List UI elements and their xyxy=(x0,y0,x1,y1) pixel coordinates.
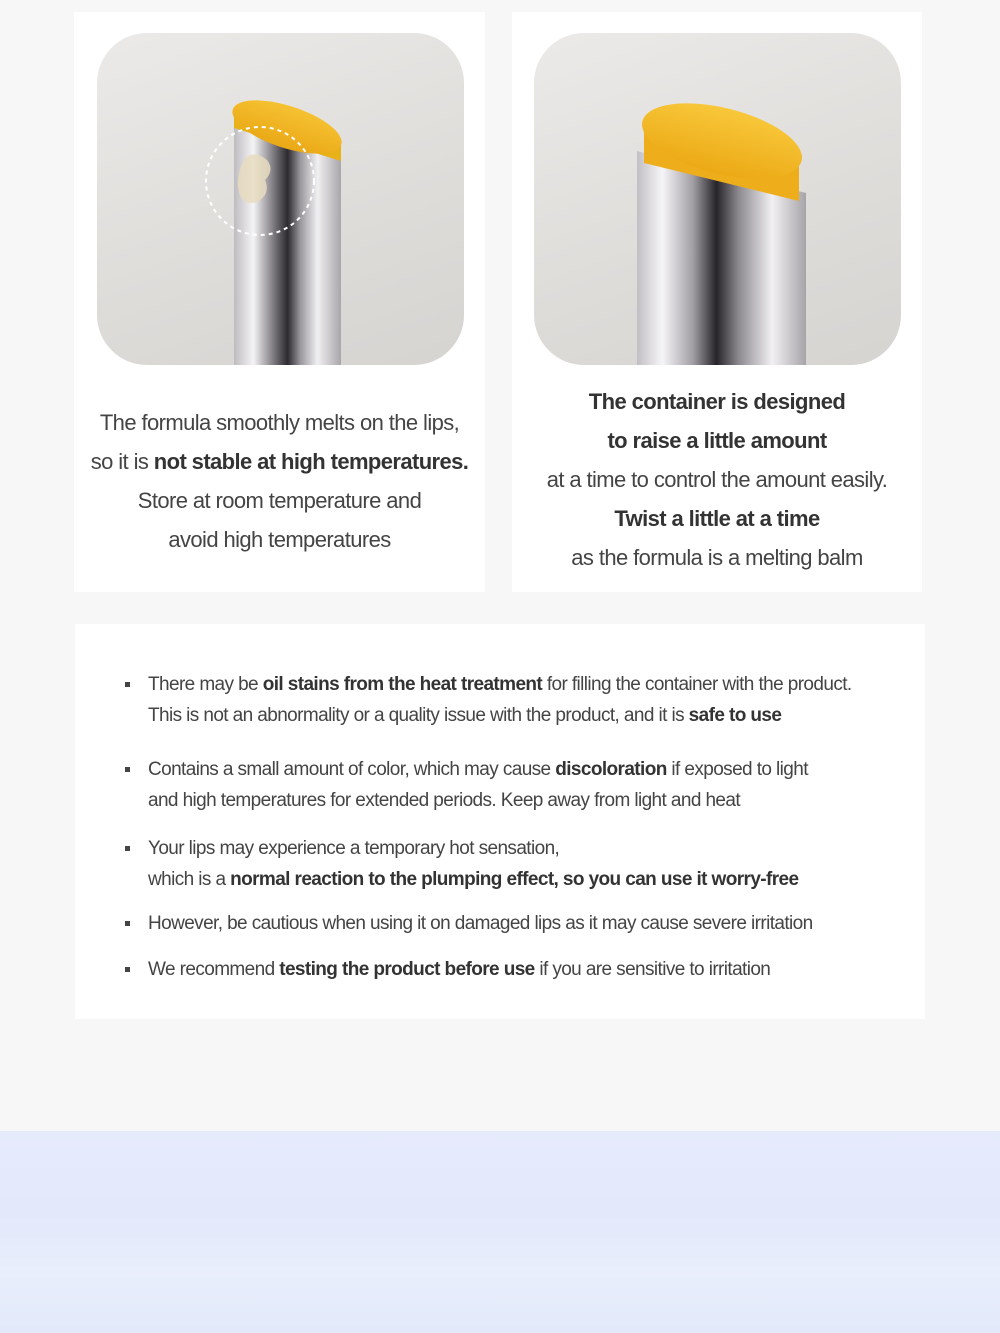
bullet-icon xyxy=(125,967,130,972)
desc-line xyxy=(512,421,922,460)
card-right-description xyxy=(512,382,922,577)
precaution-item xyxy=(125,669,905,731)
desc-line: as the formula is a melting balm xyxy=(571,545,863,570)
precaution-text: However, be cautious when using it on damaged lips as it may cause severe irritation xyxy=(148,913,813,934)
precaution-text: Contains a small amount of color, which may cause discoloration if exposed to light and high temperatures for extended periods. Keep away from light and heat xyxy=(148,759,808,811)
card-melting-formula xyxy=(74,12,485,592)
precaution-text: We recommend testing the product before use if you are sensitive to irritation xyxy=(148,959,771,980)
bullet-icon xyxy=(125,921,130,926)
product-photo-melted xyxy=(97,33,464,365)
desc-line: at a time to control the amount easily. xyxy=(546,467,888,492)
precaution-item xyxy=(125,908,905,939)
precaution-text: There may be oil stains from the heat treatment for filling the container with the product. This is not an abnormality or a quality issue with the product, and it is safe to use xyxy=(148,674,852,726)
precaution-item xyxy=(125,954,905,985)
lip-balm-melted-illustration xyxy=(97,33,464,365)
bullet-icon xyxy=(125,767,130,772)
bullet-icon xyxy=(125,846,130,851)
product-photo-raised xyxy=(534,33,901,365)
bullet-icon xyxy=(125,682,130,687)
precaution-text: Your lips may experience a temporary hot sensation, which is a normal reaction to the plumping effect, so you can use it worry-free xyxy=(148,838,799,890)
desc-line xyxy=(74,442,485,481)
desc-line: avoid high temperatures xyxy=(168,527,391,552)
desc-emphasis: The container is designed xyxy=(588,389,846,414)
desc-line xyxy=(512,382,922,421)
desc-text: so it is xyxy=(90,449,154,474)
desc-emphasis: not stable at high temperatures. xyxy=(153,449,469,474)
desc-line xyxy=(512,499,922,538)
lip-balm-raised-illustration xyxy=(534,33,901,365)
precaution-item xyxy=(125,754,905,816)
desc-emphasis: to raise a little amount xyxy=(607,428,827,453)
precautions-panel xyxy=(75,624,925,1019)
desc-line: The formula smoothly melts on the lips, xyxy=(99,410,460,435)
precaution-item xyxy=(125,833,905,895)
desc-emphasis: Twist a little at a time xyxy=(614,506,820,531)
card-container-design xyxy=(512,12,922,592)
bottom-section-background xyxy=(0,1131,1000,1333)
card-left-description xyxy=(74,403,485,559)
desc-line: Store at room temperature and xyxy=(137,488,422,513)
